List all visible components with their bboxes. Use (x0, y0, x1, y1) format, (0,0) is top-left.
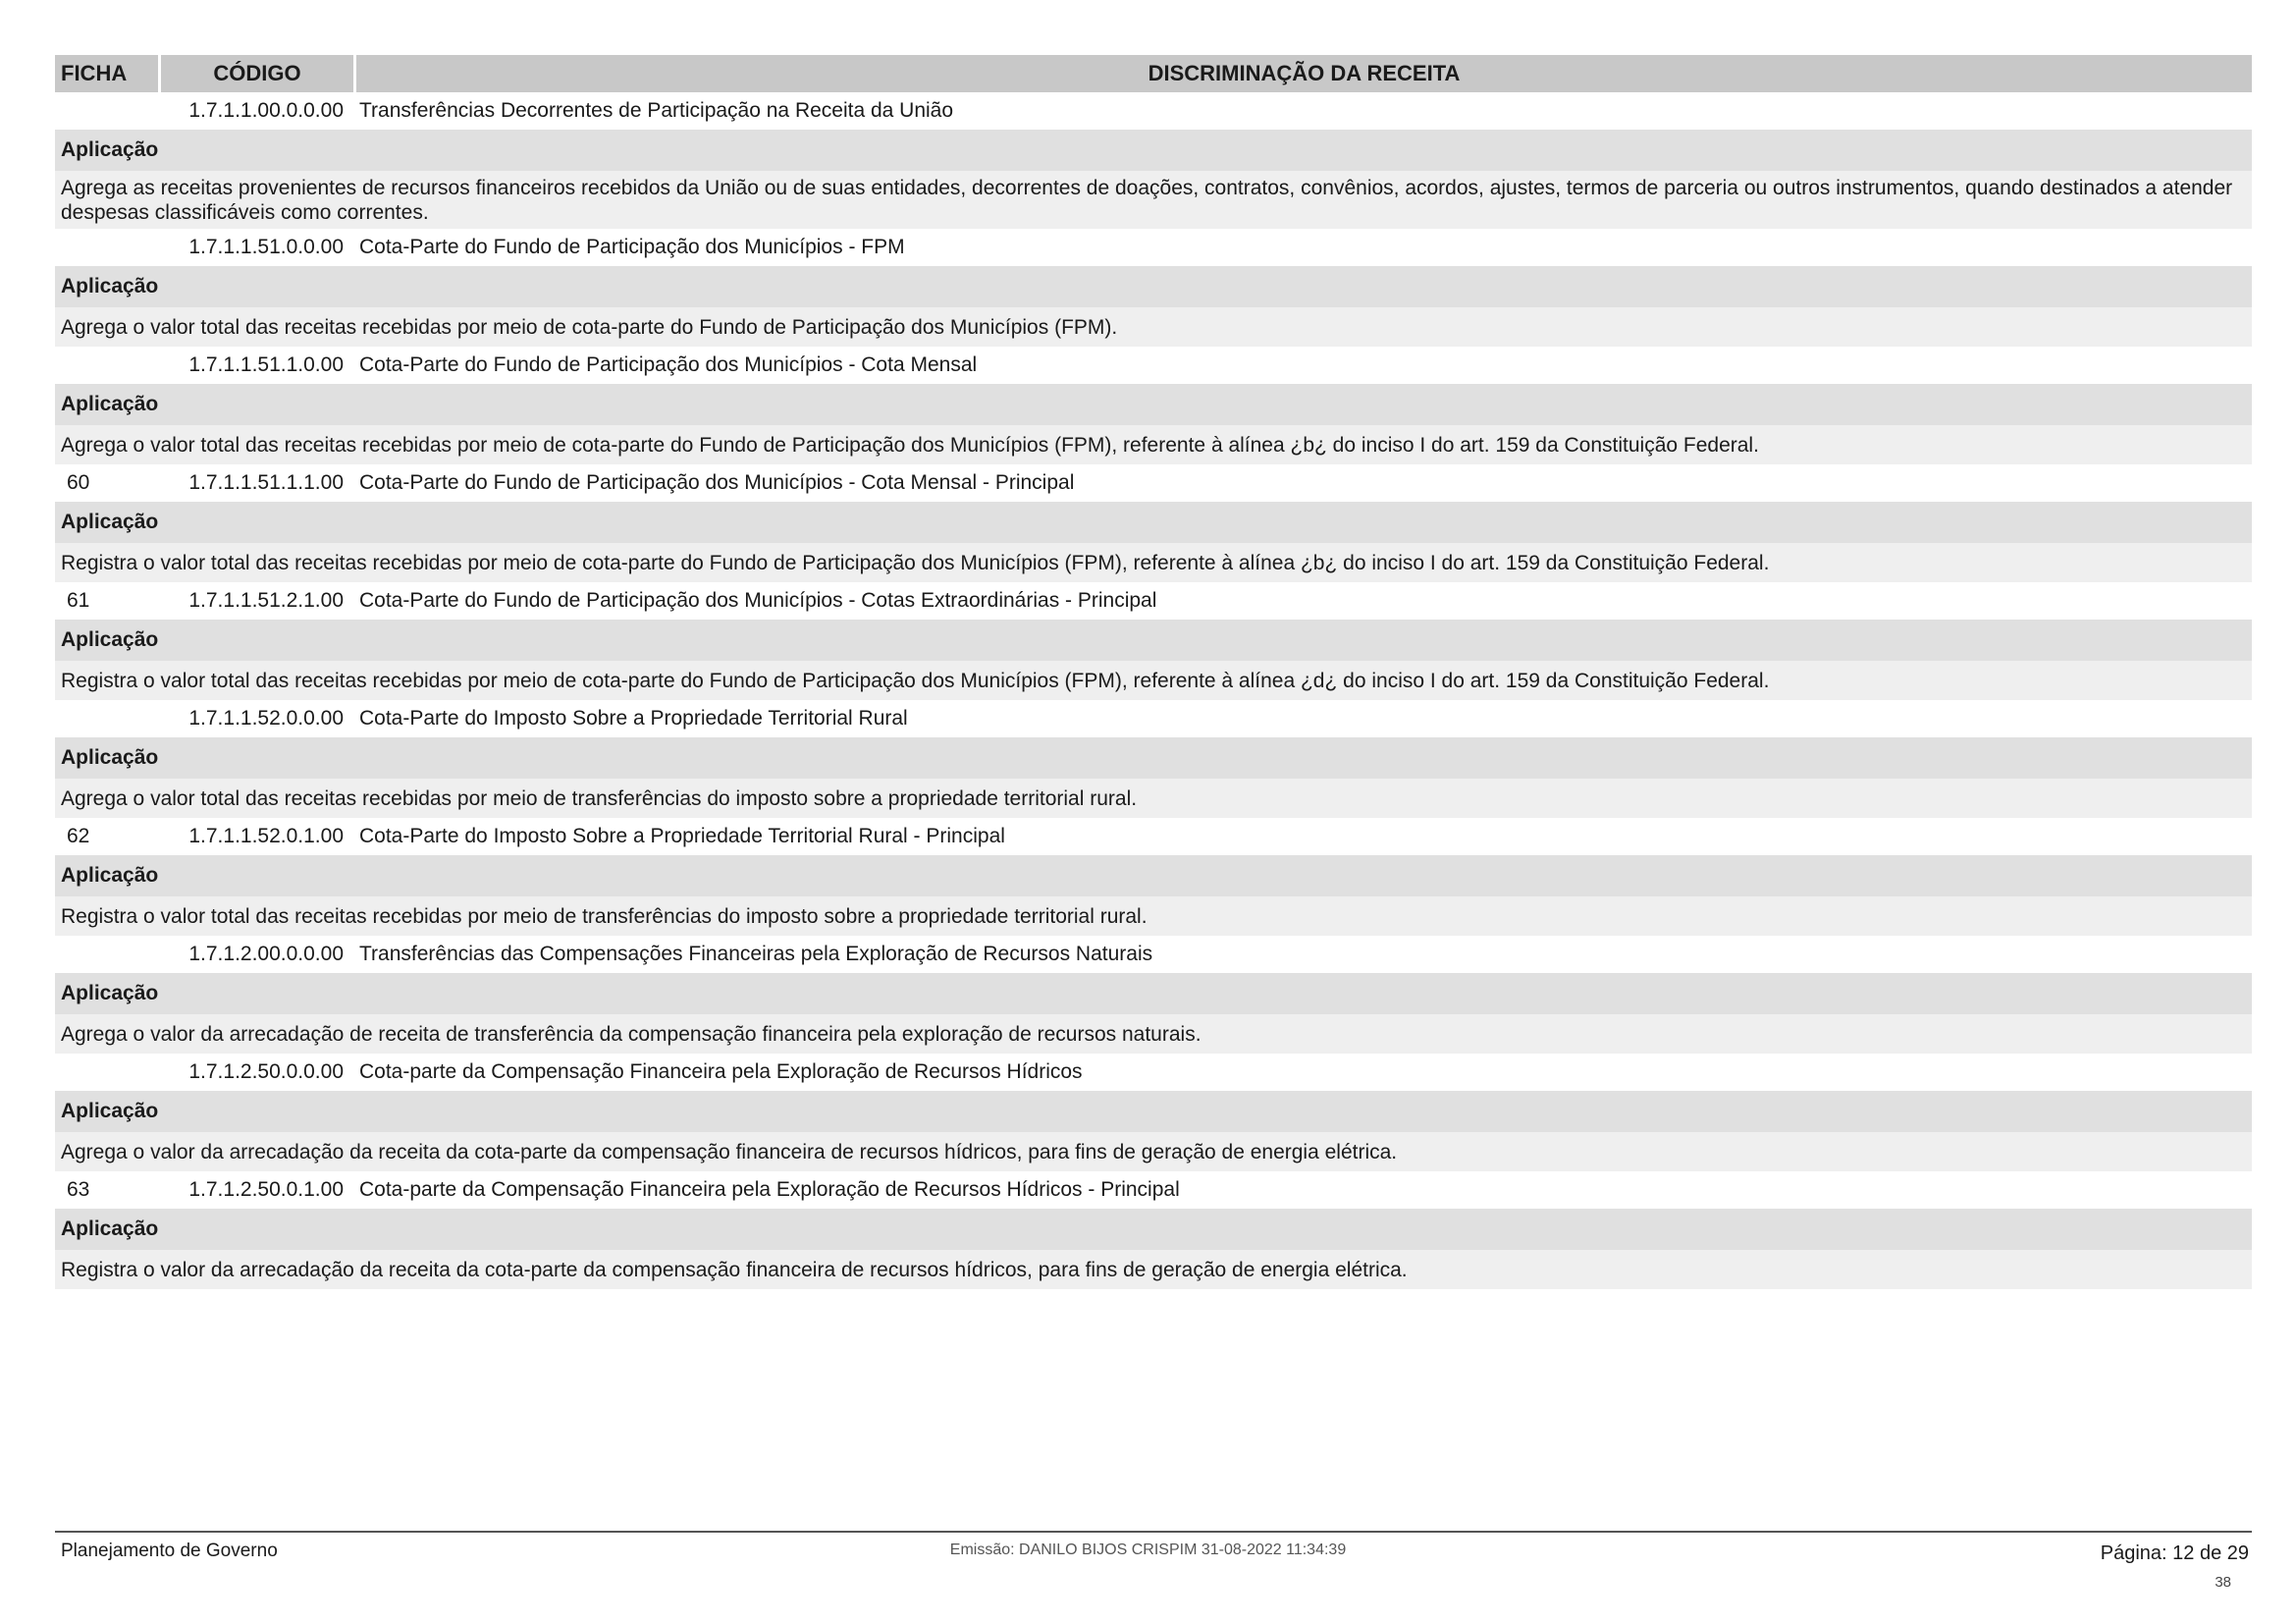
entry (55, 700, 2252, 818)
aplicacao-label: Aplicação (55, 384, 2252, 425)
entry-row (55, 936, 2252, 973)
entry-ficha: 61 (67, 589, 90, 612)
aplicacao-text: Registra o valor total das receitas recebidas por meio de cota-parte do Fundo de Participação dos Municípios (FPM), referente à alínea ¿d¿ do inciso I do art. 159 da Constituição Federal. (55, 661, 2252, 700)
entry (55, 464, 2252, 582)
table-header (55, 55, 2252, 92)
aplicacao-label: Aplicação (55, 855, 2252, 896)
entry (55, 582, 2252, 700)
entry (55, 936, 2252, 1054)
footer-divider (55, 1531, 2252, 1533)
aplicacao-label: Aplicação (55, 737, 2252, 779)
entry-row (55, 464, 2252, 502)
entry-descricao: Cota-Parte do Fundo de Participação dos Municípios - Cota Mensal - Principal (359, 471, 1075, 494)
entry (55, 92, 2252, 229)
aplicacao-text: Registra o valor total das receitas recebidas por meio de transferências do imposto sobre a propriedade territorial rural. (55, 896, 2252, 936)
entry-codigo: 1.7.1.2.00.0.0.00 (188, 943, 344, 965)
entry-descricao: Cota-Parte do Fundo de Participação dos Municípios - Cota Mensal (359, 353, 978, 376)
entry-descricao: Cota-Parte do Imposto Sobre a Propriedade Territorial Rural (359, 707, 908, 730)
header-discriminacao: DISCRIMINAÇÃO DA RECEITA (1148, 61, 1461, 85)
entry-row (55, 347, 2252, 384)
footer-title: Planejamento de Governo (61, 1541, 278, 1561)
entry (55, 347, 2252, 464)
entry-codigo: 1.7.1.2.50.0.0.00 (188, 1060, 344, 1083)
entry-codigo: 1.7.1.1.51.1.1.00 (188, 471, 344, 494)
entry-codigo: 1.7.1.1.51.0.0.00 (188, 236, 344, 258)
aplicacao-label: Aplicação (55, 1209, 2252, 1250)
entry-descricao: Cota-parte da Compensação Financeira pela Exploração de Recursos Hídricos - Principal (359, 1178, 1180, 1201)
entry-descricao: Cota-parte da Compensação Financeira pela Exploração de Recursos Hídricos (359, 1060, 1083, 1083)
entry-row (55, 229, 2252, 266)
footer-emissao: Emissão: DANILO BIJOS CRISPIM 31-08-2022 11:34:39 (949, 1542, 1347, 1558)
entry-descricao: Cota-Parte do Fundo de Participação dos Municípios - FPM (359, 236, 905, 258)
entry-descricao: Cota-Parte do Fundo de Participação dos Municípios - Cotas Extraordinárias - Principal (359, 589, 1157, 612)
entry-row (55, 1054, 2252, 1091)
entry-row (55, 92, 2252, 130)
entry-ficha: 63 (67, 1178, 90, 1201)
aplicacao-text: Agrega o valor total das receitas recebidas por meio de cota-parte do Fundo de Participação dos Municípios (FPM), referente à alínea ¿b¿ do inciso I do art. 159 da Constituição Federal. (55, 425, 2252, 464)
aplicacao-text: Agrega o valor da arrecadação de receita de transferência da compensação financeira pela exploração de recursos naturais. (55, 1014, 2252, 1054)
aplicacao-text: Registra o valor total das receitas recebidas por meio de cota-parte do Fundo de Participação dos Municípios (FPM), referente à alínea ¿b¿ do inciso I do art. 159 da Constituição Federal. (55, 543, 2252, 582)
entry-codigo: 1.7.1.1.51.1.0.00 (188, 353, 344, 376)
entry (55, 229, 2252, 347)
entry-codigo: 1.7.1.1.00.0.0.00 (188, 99, 344, 122)
header-ficha: FICHA (55, 55, 161, 92)
aplicacao-text: Agrega as receitas provenientes de recursos financeiros recebidos da União ou de suas entidades, decorrentes de doações, contratos, convênios, acordos, ajustes, termos de parceria ou outros instrumentos, quando destinados a atender despesas classificáveis como correntes. (55, 171, 2252, 229)
entry (55, 1171, 2252, 1289)
aplicacao-label: Aplicação (55, 502, 2252, 543)
entry-row (55, 1171, 2252, 1209)
header-codigo: CÓDIGO (161, 55, 356, 92)
aplicacao-label: Aplicação (55, 266, 2252, 307)
aplicacao-text: Agrega o valor total das receitas recebidas por meio de cota-parte do Fundo de Participação dos Municípios (FPM). (55, 307, 2252, 347)
entry-codigo: 1.7.1.2.50.0.1.00 (188, 1178, 344, 1201)
entry-codigo: 1.7.1.1.52.0.0.00 (188, 707, 344, 730)
footer-pagination: Página: 12 de 29 (2100, 1542, 2249, 1564)
aplicacao-text: Registra o valor da arrecadação da receita da cota-parte da compensação financeira de recursos hídricos, para fins de geração de energia elétrica. (55, 1250, 2252, 1289)
aplicacao-text: Agrega o valor da arrecadação da receita da cota-parte da compensação financeira de recursos hídricos, para fins de geração de energia elétrica. (55, 1132, 2252, 1171)
entry (55, 1054, 2252, 1171)
entry (55, 818, 2252, 936)
aplicacao-label: Aplicação (55, 973, 2252, 1014)
entry-descricao: Transferências das Compensações Financeiras pela Exploração de Recursos Naturais (359, 943, 1153, 965)
footer-page-number: 38 (2215, 1574, 2231, 1591)
entry-descricao: Cota-Parte do Imposto Sobre a Propriedade Territorial Rural - Principal (359, 825, 1005, 847)
entry-ficha: 62 (67, 825, 90, 847)
entry-codigo: 1.7.1.1.51.2.1.00 (188, 589, 344, 612)
aplicacao-label: Aplicação (55, 620, 2252, 661)
entry-codigo: 1.7.1.1.52.0.1.00 (188, 825, 344, 847)
report-page (55, 55, 2252, 1289)
aplicacao-text: Agrega o valor total das receitas recebidas por meio de transferências do imposto sobre a propriedade territorial rural. (55, 779, 2252, 818)
entry-descricao: Transferências Decorrentes de Participação na Receita da União (359, 99, 954, 122)
aplicacao-label: Aplicação (55, 1091, 2252, 1132)
entry-row (55, 700, 2252, 737)
entry-ficha: 60 (67, 471, 90, 494)
entry-row (55, 582, 2252, 620)
entry-row (55, 818, 2252, 855)
aplicacao-label: Aplicação (55, 130, 2252, 171)
